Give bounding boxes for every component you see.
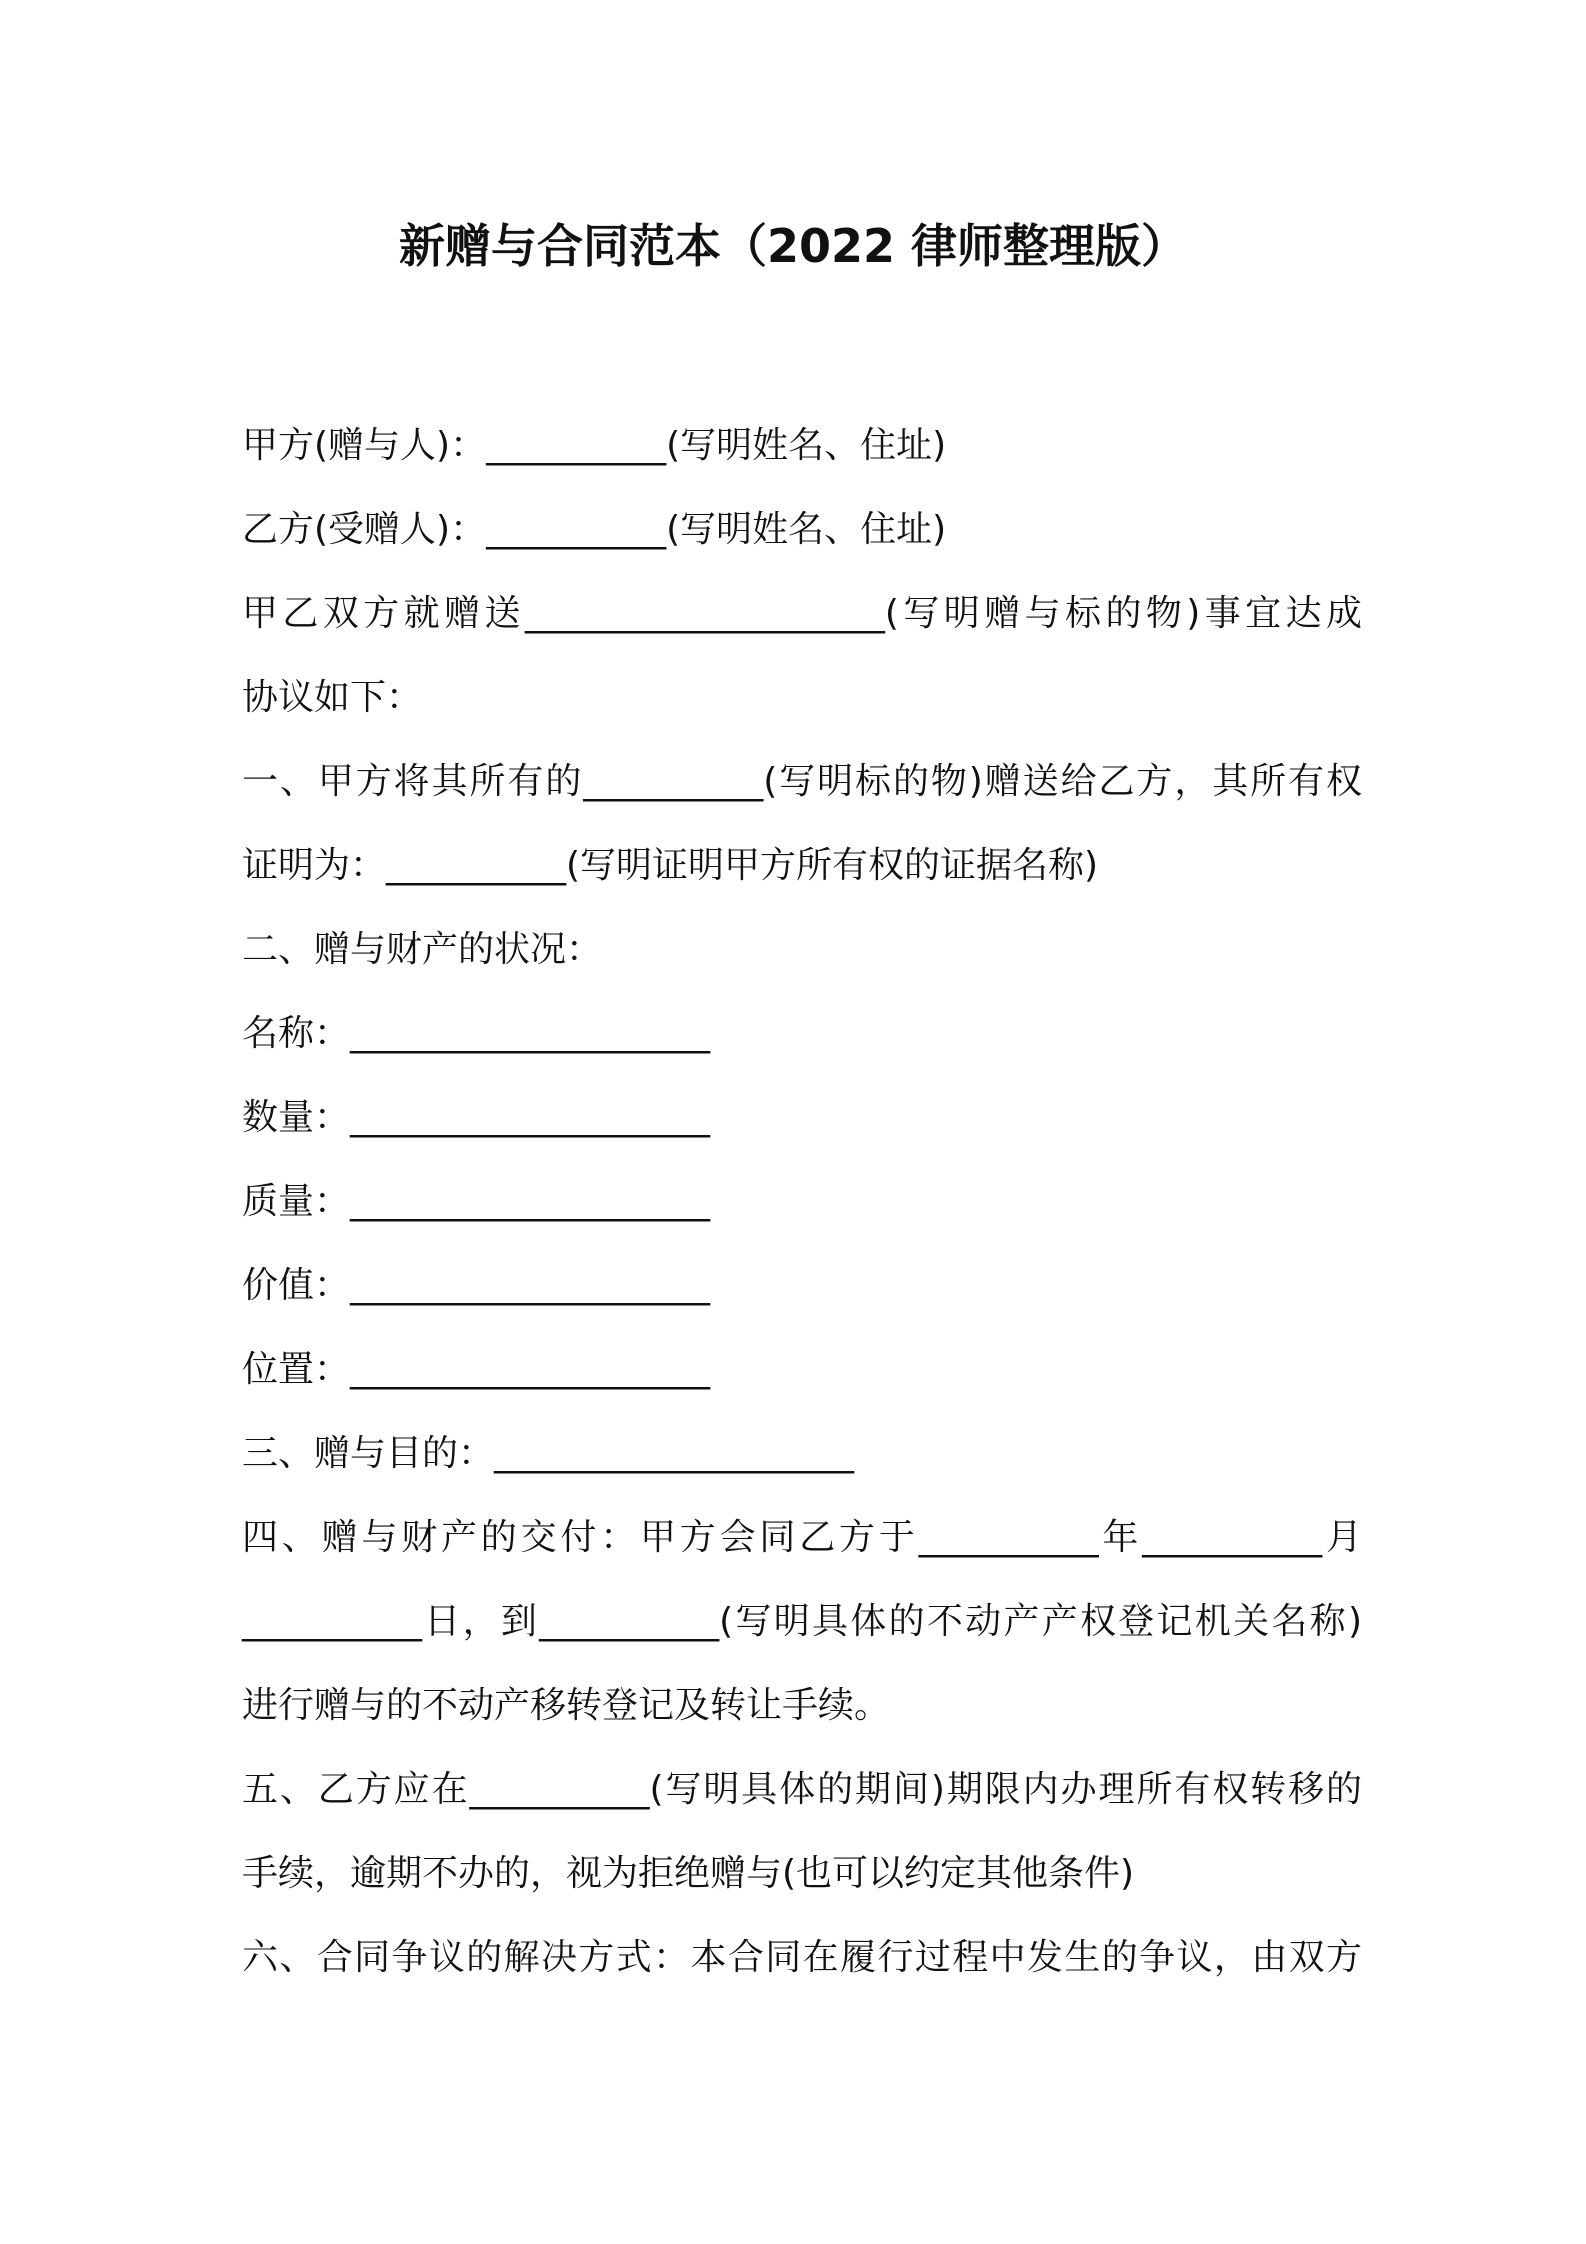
- property-quantity-field: 数量：____________________: [242, 1097, 711, 1138]
- property-location-field: 位置：____________________: [242, 1349, 711, 1390]
- property-value-field: 价值：____________________: [242, 1265, 711, 1306]
- preamble-line-2: 协议如下：: [242, 677, 423, 718]
- document-title: 新赠与合同范本（2022 律师整理版）: [398, 219, 1188, 273]
- clause-4-line-1: 四、赠与财产的交付：甲方会同乙方于__________年__________月: [242, 1517, 1362, 1558]
- clause-4-line-2: __________日，到__________(写明具体的不动产产权登记机关名称): [242, 1601, 1362, 1642]
- clause-6-line-1: 六、合同争议的解决方式：本合同在履行过程中发生的争议，由双方: [242, 1937, 1362, 1978]
- preamble-line-1: 甲乙双方就赠送____________________(写明赠与标的物)事宜达成: [242, 593, 1362, 634]
- party-a-line: 甲方(赠与人)：__________(写明姓名、住址): [242, 425, 947, 466]
- contract-body: [242, 404, 1362, 2000]
- clause-5-line-2: 手续，逾期不办的，视为拒绝赠与(也可以约定其他条件): [242, 1853, 1135, 1894]
- property-name-field: 名称：____________________: [242, 1013, 711, 1054]
- clause-1-line-1: 一、甲方将其所有的__________(写明标的物)赠送给乙方，其所有权: [242, 761, 1362, 802]
- clause-2-heading: 二、赠与财产的状况：: [242, 929, 603, 970]
- clause-5-line-1: 五、乙方应在__________(写明具体的期间)期限内办理所有权转移的: [242, 1769, 1362, 1810]
- property-quality-field: 质量：____________________: [242, 1181, 711, 1222]
- clause-1-line-2: 证明为：__________(写明证明甲方所有权的证据名称): [242, 845, 1099, 886]
- clause-4-line-3: 进行赠与的不动产移转登记及转让手续。: [242, 1685, 891, 1726]
- clause-3-line: 三、赠与目的：____________________: [242, 1433, 855, 1474]
- party-b-line: 乙方(受赠人)：__________(写明姓名、住址): [242, 509, 947, 550]
